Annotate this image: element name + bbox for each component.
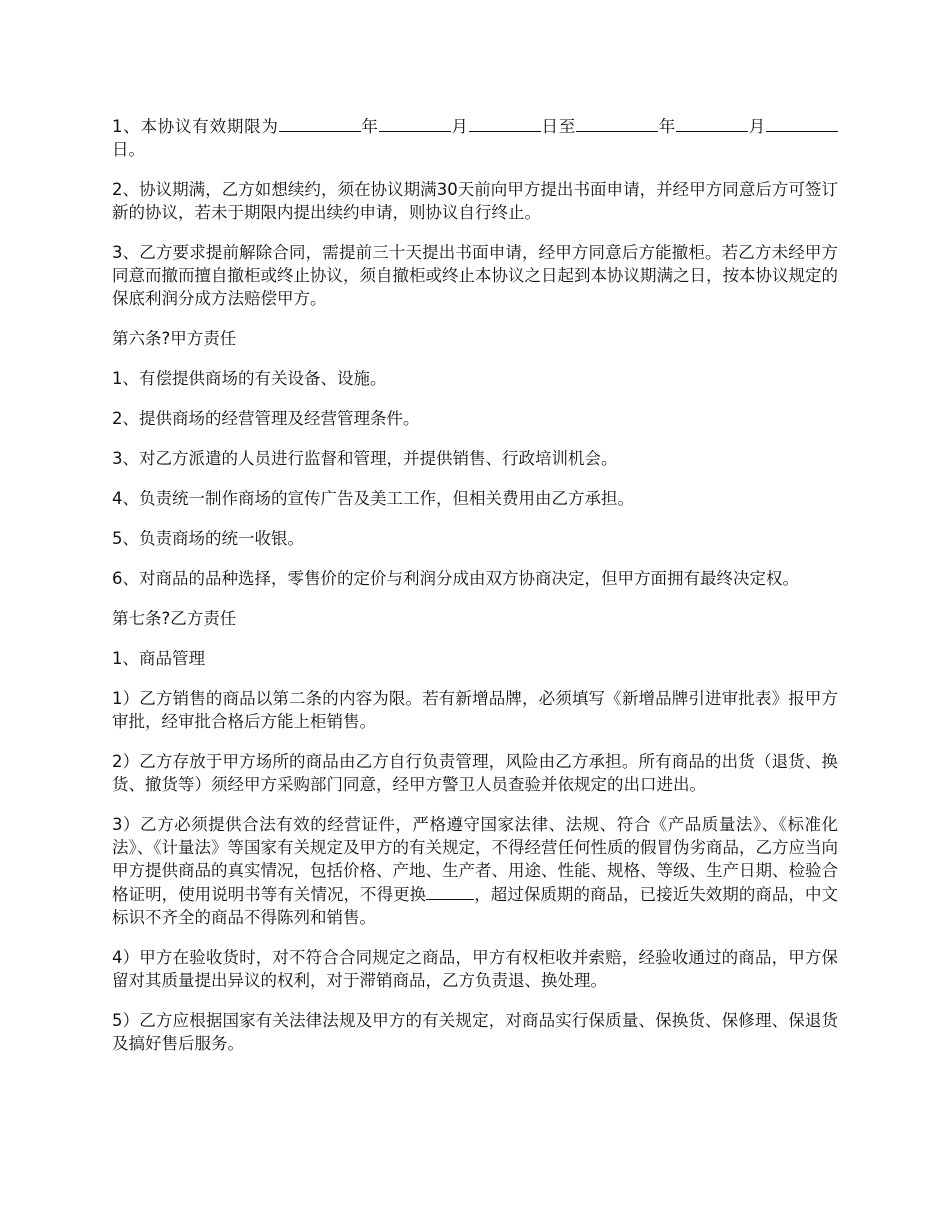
replace-item-blank[interactable] <box>426 882 474 900</box>
year-label: 年 <box>360 117 379 136</box>
article-7-heading: 第七条?乙方责任 <box>112 609 237 628</box>
day-label: 日。 <box>112 140 145 159</box>
year-label: 年 <box>657 117 677 136</box>
end-year-blank[interactable] <box>576 114 658 132</box>
item-3-text-start: 3）乙方必须提供合法有效的经营证件，严格遵守国家法律、法规、符合《产品质量法》、《标准化法》、《计量法》等国家有关规定及甲方的有关规定，不得经营任何性质的假冒伪劣商品，乙方应当向甲方提供商品的真实情况，包括价格、产地、生产者、用途、性能、规格、等级、生产日期、检验合格证明，使用说明书等有关情况，不得更换 <box>112 815 838 904</box>
start-month-blank[interactable] <box>379 114 451 132</box>
renewal-paragraph: 2、协议期满，乙方如想续约，须在协议期满30天前向甲方提出书面申请，并经甲方同意后方可签订新的协议，若未于期限内提出续约申请，则协议自行终止。 <box>112 180 838 222</box>
day-to-label: 日至 <box>540 117 576 136</box>
party-a-duty-3: 3、对乙方派遣的人员进行监督和管理，并提供销售、行政培训机会。 <box>112 449 618 468</box>
document-page <box>112 114 838 1072</box>
goods-management-item-5: 5）乙方应根据国家有关法律法规及甲方的有关规定，对商品实行保质量、保换货、保修理、保退货及搞好售后服务。 <box>112 1011 838 1053</box>
party-a-duty-2: 2、提供商场的经营管理及经营管理条件。 <box>112 409 420 428</box>
party-a-duty-1: 1、有偿提供商场的有关设备、设施。 <box>112 369 387 388</box>
end-day-blank[interactable] <box>766 114 818 132</box>
goods-management-item-3 <box>112 813 838 929</box>
party-a-duty-6: 6、对商品的品种选择，零售价的定价与利润分成由双方协商决定，但甲方面拥有最终决定权。 <box>112 569 799 588</box>
article-6-heading: 第六条?甲方责任 <box>112 329 237 348</box>
start-day-blank[interactable] <box>469 114 541 132</box>
month-label: 月 <box>450 117 469 136</box>
goods-management-item-4: 4）甲方在验收货时，对不符合合同规定之商品，甲方有权柜收并索赔，经验收通过的商品，甲方保留对其质量提出异议的权利，对于滞销商品，乙方负责退、换处理。 <box>112 948 838 990</box>
party-a-duty-5: 5、负责商场的统一收银。 <box>112 529 304 548</box>
early-termination-paragraph: 3、乙方要求提前解除合同，需提前三十天提出书面申请，经甲方同意后方能撤柜。若乙方未经甲方同意而撤而擅自撤柜或终止协议，须自撤柜或终止本协议之日起到本协议期满之日，按本协议规定的保底利润分成方法赔偿甲方。 <box>112 243 838 308</box>
term-period-paragraph <box>112 114 838 161</box>
end-day-blank-continued[interactable] <box>818 114 838 132</box>
goods-management-item-2: 2）乙方存放于甲方场所的商品由乙方自行负责管理，风险由乙方承担。所有商品的出货（退货、换货、撤货等）须经甲方采购部门同意，经甲方警卫人员查验并依规定的出口进出。 <box>112 752 838 794</box>
goods-management-item-1: 1）乙方销售的商品以第二条的内容为限。若有新增品牌，必须填写《新增品牌引进审批表》报甲方审批，经审批合格后方能上柜销售。 <box>112 689 838 731</box>
term-period-text: 1、本协议有效期限为 <box>112 117 279 136</box>
goods-management-heading: 1、商品管理 <box>112 649 205 668</box>
end-month-blank[interactable] <box>676 114 748 132</box>
month-label: 月 <box>748 117 767 136</box>
start-year-blank[interactable] <box>279 114 361 132</box>
item-3-text-end: ，超过保质期的商品，已接近失效期的商品，中文标识不齐全的商品不得陈列和销售。 <box>112 885 839 927</box>
party-a-duty-4: 4、负责统一制作商场的宣传广告及美工工作，但相关费用由乙方承担。 <box>112 489 634 508</box>
